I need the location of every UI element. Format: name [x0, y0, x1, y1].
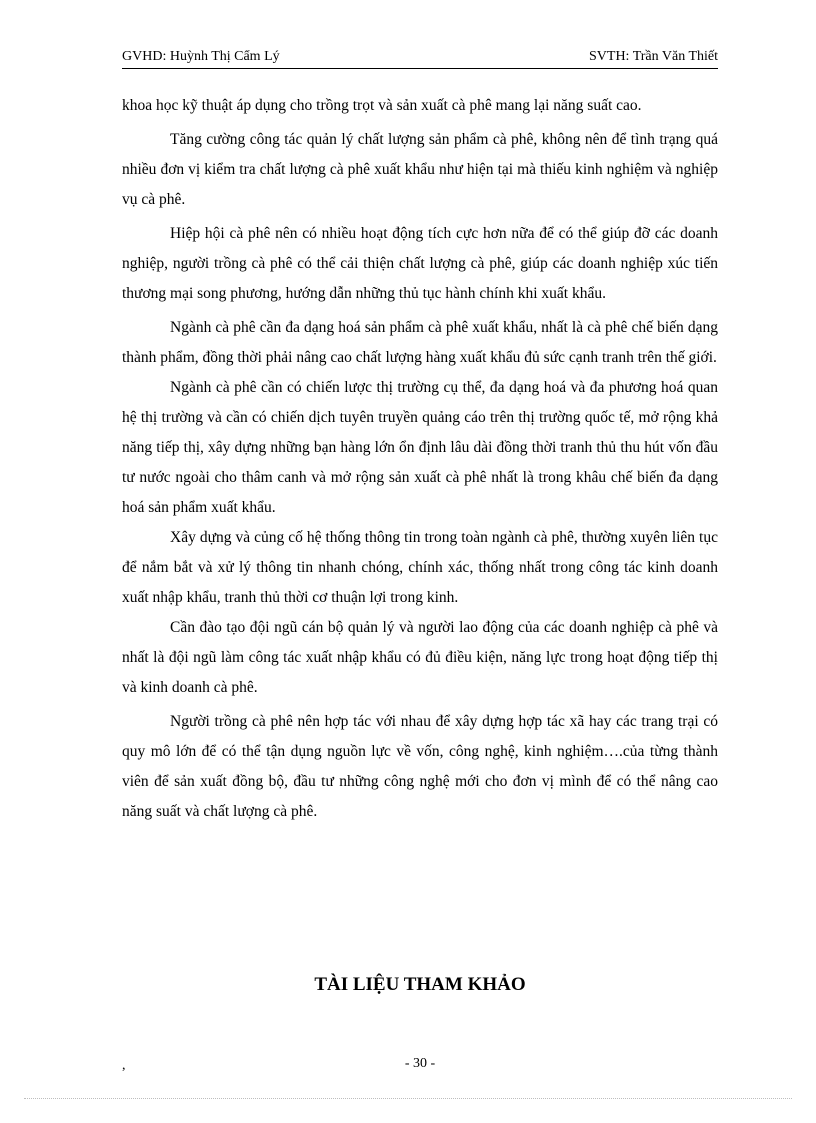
paragraph: khoa học kỹ thuật áp dụng cho trồng trọt và sản xuất cà phê mang lại năng suất cao.: [122, 97, 642, 114]
paragraph: Ngành cà phê cần đa dạng hoá sản phẩm cà phê xuất khẩu, nhất là cà phê chế biến dạng thành phẩm, đồng thời phải nâng cao chất lượng hàng xuất khẩu đủ sức cạnh tranh trên thế giới.: [122, 319, 718, 366]
document-body: [122, 91, 718, 827]
paragraph: Hiệp hội cà phê nên có nhiều hoạt động tích cực hơn nữa để có thể giúp đỡ các doanh nghiệp, người trồng cà phê có thể cải thiện chất lượng cà phê, giúp các doanh nghiệp xúc tiến thương mại song phương, hướng dẫn những thủ tục hành chính khi xuất khẩu.: [122, 225, 718, 302]
paragraph: Người trồng cà phê nên hợp tác với nhau để xây dựng hợp tác xã hay các trang trại có quy mô lớn để có thể tận dụng nguồn lực về vốn, công nghệ, kinh nghiệm….của từng thành viên để sản xuất đồng bộ, đầu tư những công nghệ mới cho đơn vị mình để có thể nâng cao năng suất và chất lượng cà phê.: [122, 713, 718, 820]
paragraph: Tăng cường công tác quản lý chất lượng sản phẩm cà phê, không nên để tình trạng quá nhiều đơn vị kiểm tra chất lượng cà phê xuất khẩu như hiện tại mà thiếu kinh nghiệm và nghiệp vụ cà phê.: [122, 131, 718, 208]
header-student: SVTH: Trần Văn Thiết: [589, 49, 718, 64]
references-heading: TÀI LIỆU THAM KHẢO: [314, 974, 526, 995]
paragraph: Ngành cà phê cần có chiến lược thị trường cụ thể, đa dạng hoá và đa phương hoá quan hệ thị trường và cần có chiến dịch tuyên truyền quảng cáo trên thị trường quốc tế, mở rộng khả năng tiếp thị, xây dựng những bạn hàng lớn ổn định lâu dài đồng thời tranh thủ thu hút vốn đầu tư nước ngoài cho thâm canh và mở rộng sản xuất cà phê nhất là trong khâu chế biến đa dạng hoá sản phẩm xuất khẩu.: [122, 379, 718, 516]
header-instructor: GVHD: Huỳnh Thị Cẩm Lý: [122, 49, 280, 64]
page-number: - 30 -: [404, 1056, 436, 1071]
page-edge-divider: [24, 1098, 792, 1099]
paragraph: Cần đào tạo đội ngũ cán bộ quản lý và người lao động của các doanh nghiệp cà phê và nhất là đội ngũ làm công tác xuất nhập khẩu có đủ điều kiện, năng lực trong hoạt động tiếp thị và kinh doanh cà phê.: [122, 619, 718, 696]
footer-mark: ,: [122, 1058, 126, 1073]
page-header: [122, 46, 718, 69]
paragraph: Xây dựng và củng cố hệ thống thông tin trong toàn ngành cà phê, thường xuyên liên tục để nắm bắt và xử lý thông tin nhanh chóng, chính xác, thống nhất trong công tác kinh doanh xuất nhập khẩu, tranh thủ thời cơ thuận lợi trong kinh.: [122, 529, 718, 606]
